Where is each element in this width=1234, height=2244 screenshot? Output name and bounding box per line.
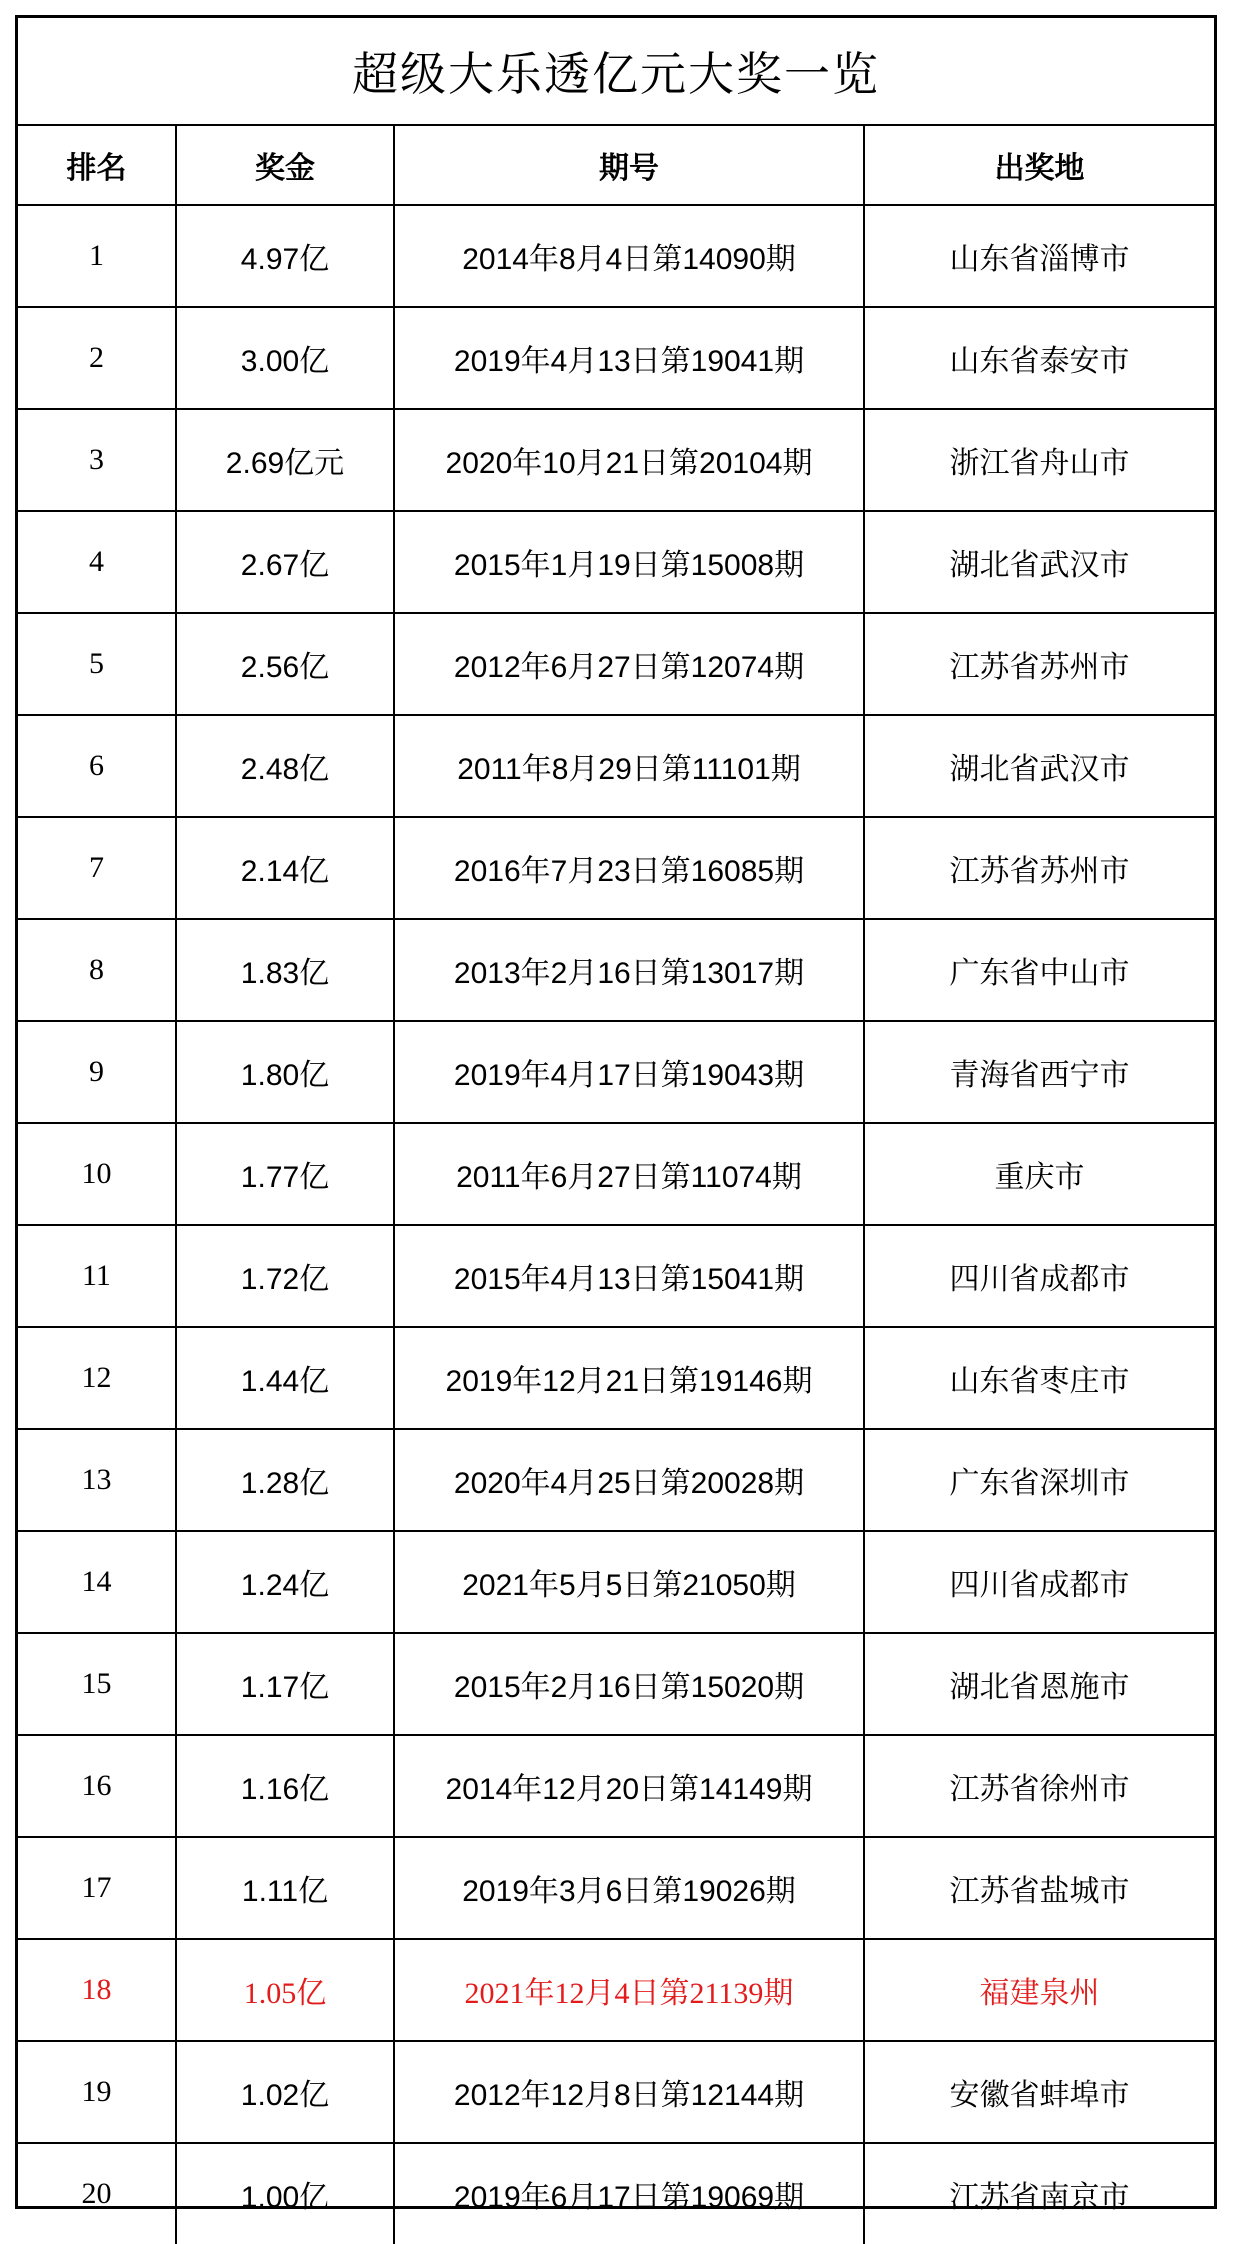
place-cell: 浙江省舟山市: [864, 409, 1214, 511]
rank-cell: 2: [18, 307, 176, 409]
prize-cell: 1.17亿: [176, 1633, 394, 1735]
prize-cell: 1.44亿: [176, 1327, 394, 1429]
prize-cell: 2.67亿: [176, 511, 394, 613]
prize-cell: 2.48亿: [176, 715, 394, 817]
place-cell: 湖北省恩施市: [864, 1633, 1214, 1735]
table-row: [18, 1633, 1214, 1735]
table-row: [18, 1735, 1214, 1837]
place-cell: 四川省成都市: [864, 1531, 1214, 1633]
prize-cell: 1.28亿: [176, 1429, 394, 1531]
place-cell: 安徽省蚌埠市: [864, 2041, 1214, 2143]
issue-cell: 2012年6月27日第12074期: [394, 613, 864, 715]
table-row: [18, 511, 1214, 613]
table-row: [18, 1429, 1214, 1531]
header-prize: 奖金: [176, 125, 394, 205]
issue-cell: 2019年4月17日第19043期: [394, 1021, 864, 1123]
rank-cell: 11: [18, 1225, 176, 1327]
prize-cell: 1.77亿: [176, 1123, 394, 1225]
rank-cell: 14: [18, 1531, 176, 1633]
rank-cell: 15: [18, 1633, 176, 1735]
issue-cell: 2011年6月27日第11074期: [394, 1123, 864, 1225]
place-cell: 江苏省苏州市: [864, 613, 1214, 715]
prize-cell: 1.02亿: [176, 2041, 394, 2143]
place-cell: 广东省中山市: [864, 919, 1214, 1021]
prize-cell: 1.00亿: [176, 2143, 394, 2244]
rank-cell: 16: [18, 1735, 176, 1837]
prize-cell: 1.72亿: [176, 1225, 394, 1327]
prize-cell: 1.16亿: [176, 1735, 394, 1837]
header-rank: 排名: [18, 125, 176, 205]
table-row: [18, 205, 1214, 307]
prize-cell: 2.56亿: [176, 613, 394, 715]
place-cell: 湖北省武汉市: [864, 511, 1214, 613]
place-cell: 四川省成都市: [864, 1225, 1214, 1327]
table-row: [18, 1837, 1214, 1939]
header-row: [18, 125, 1214, 205]
place-cell: 广东省深圳市: [864, 1429, 1214, 1531]
prize-cell: 1.80亿: [176, 1021, 394, 1123]
table-row: [18, 715, 1214, 817]
rank-cell: 6: [18, 715, 176, 817]
table-row: [18, 1225, 1214, 1327]
issue-cell: 2021年12月4日第21139期: [394, 1939, 864, 2041]
issue-cell: 2015年4月13日第15041期: [394, 1225, 864, 1327]
jackpot-table: [18, 18, 1214, 2244]
prize-cell: 4.97亿: [176, 205, 394, 307]
issue-cell: 2020年10月21日第20104期: [394, 409, 864, 511]
issue-cell: 2019年3月6日第19026期: [394, 1837, 864, 1939]
rank-cell: 20: [18, 2143, 176, 2244]
place-cell: 江苏省徐州市: [864, 1735, 1214, 1837]
header-place: 出奖地: [864, 125, 1214, 205]
rank-cell: 18: [18, 1939, 176, 2041]
place-cell: 江苏省南京市: [864, 2143, 1214, 2244]
rank-cell: 10: [18, 1123, 176, 1225]
prize-cell: 1.24亿: [176, 1531, 394, 1633]
rank-cell: 4: [18, 511, 176, 613]
table-row: [18, 409, 1214, 511]
rank-cell: 19: [18, 2041, 176, 2143]
place-cell: 江苏省盐城市: [864, 1837, 1214, 1939]
table-row: [18, 1531, 1214, 1633]
place-cell: 湖北省武汉市: [864, 715, 1214, 817]
issue-cell: 2014年8月4日第14090期: [394, 205, 864, 307]
table-row: [18, 1123, 1214, 1225]
prize-cell: 3.00亿: [176, 307, 394, 409]
rank-cell: 17: [18, 1837, 176, 1939]
place-cell: 江苏省苏州市: [864, 817, 1214, 919]
place-cell: 重庆市: [864, 1123, 1214, 1225]
title-row: [18, 18, 1214, 125]
table-body: [18, 205, 1214, 2244]
table-row: [18, 613, 1214, 715]
place-cell: 山东省枣庄市: [864, 1327, 1214, 1429]
issue-cell: 2014年12月20日第14149期: [394, 1735, 864, 1837]
issue-cell: 2011年8月29日第11101期: [394, 715, 864, 817]
issue-cell: 2021年5月5日第21050期: [394, 1531, 864, 1633]
prize-cell: 1.11亿: [176, 1837, 394, 1939]
table-title: 超级大乐透亿元大奖一览: [18, 18, 1214, 125]
jackpot-table-sheet: [15, 15, 1217, 2215]
table-row: [18, 1021, 1214, 1123]
table-row: [18, 919, 1214, 1021]
table-row: [18, 1939, 1214, 2041]
rank-cell: 9: [18, 1021, 176, 1123]
table-row: [18, 1327, 1214, 1429]
rank-cell: 7: [18, 817, 176, 919]
issue-cell: 2019年12月21日第19146期: [394, 1327, 864, 1429]
place-cell: 福建泉州: [864, 1939, 1214, 2041]
rank-cell: 1: [18, 205, 176, 307]
issue-cell: 2019年6月17日第19069期: [394, 2143, 864, 2244]
rank-cell: 8: [18, 919, 176, 1021]
issue-cell: 2015年2月16日第15020期: [394, 1633, 864, 1735]
prize-cell: 1.05亿: [176, 1939, 394, 2041]
table-row: [18, 817, 1214, 919]
table-row: [18, 2041, 1214, 2143]
place-cell: 青海省西宁市: [864, 1021, 1214, 1123]
rank-cell: 13: [18, 1429, 176, 1531]
rank-cell: 12: [18, 1327, 176, 1429]
issue-cell: 2020年4月25日第20028期: [394, 1429, 864, 1531]
issue-cell: 2013年2月16日第13017期: [394, 919, 864, 1021]
place-cell: 山东省淄博市: [864, 205, 1214, 307]
prize-cell: 2.14亿: [176, 817, 394, 919]
issue-cell: 2015年1月19日第15008期: [394, 511, 864, 613]
issue-cell: 2016年7月23日第16085期: [394, 817, 864, 919]
rank-cell: 3: [18, 409, 176, 511]
prize-cell: 1.83亿: [176, 919, 394, 1021]
rank-cell: 5: [18, 613, 176, 715]
place-cell: 山东省泰安市: [864, 307, 1214, 409]
header-issue: 期号: [394, 125, 864, 205]
prize-cell: 2.69亿元: [176, 409, 394, 511]
table-row: [18, 2143, 1214, 2244]
issue-cell: 2019年4月13日第19041期: [394, 307, 864, 409]
table-row: [18, 307, 1214, 409]
issue-cell: 2012年12月8日第12144期: [394, 2041, 864, 2143]
